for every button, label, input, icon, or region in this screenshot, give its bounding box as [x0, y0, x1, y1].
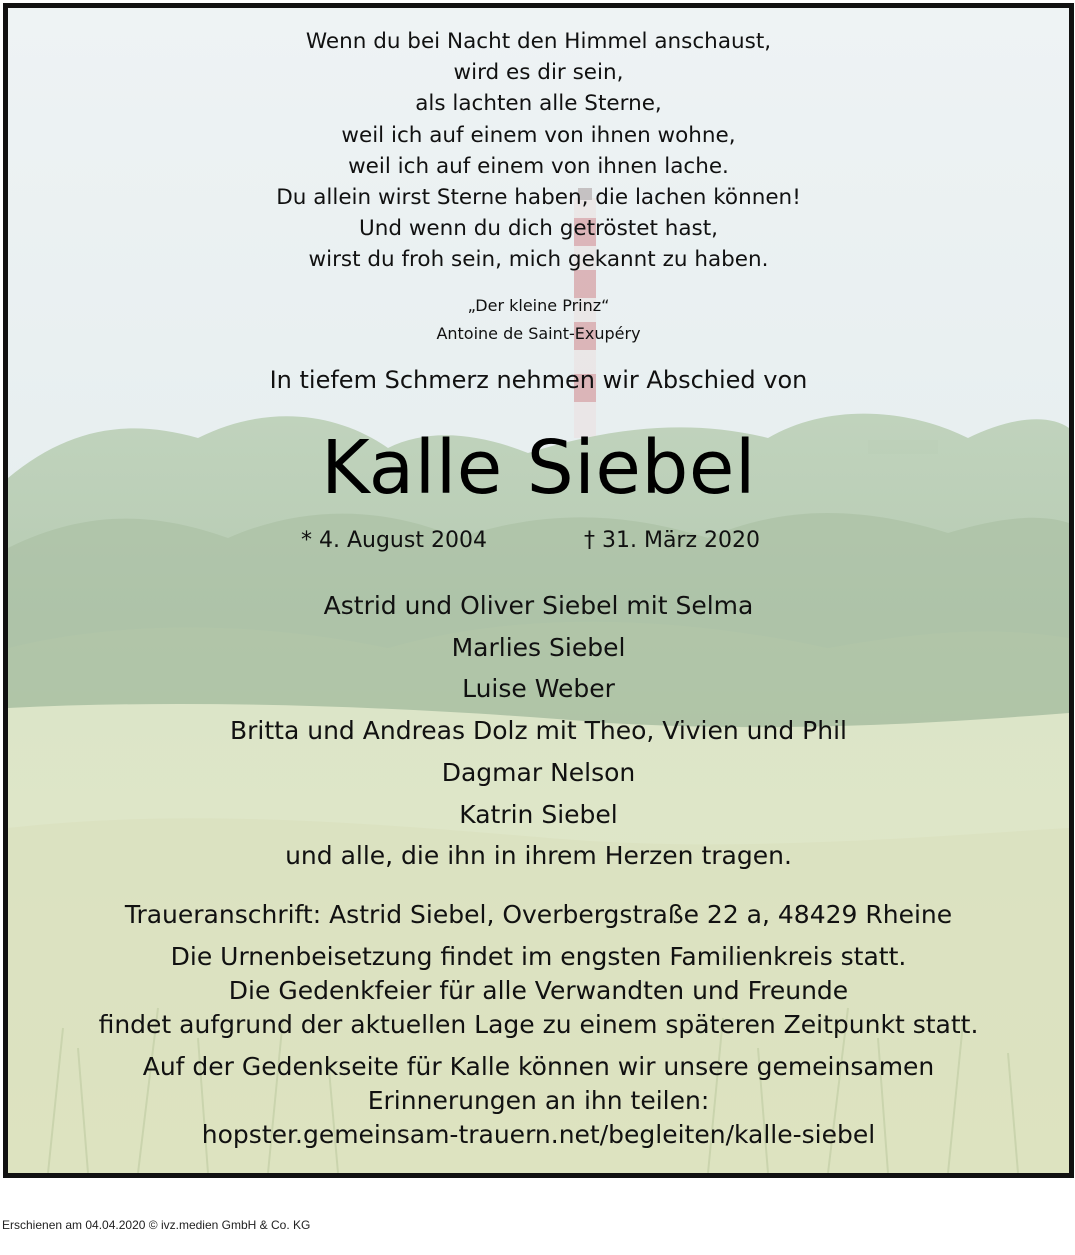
obituary-notice	[3, 3, 1074, 1178]
memorial-note-line-2: findet aufgrund der aktuellen Lage zu einem späteren Zeitpunkt statt.	[98, 1010, 979, 1039]
poem-source	[8, 292, 1069, 348]
mourner: Luise Weber	[462, 674, 615, 704]
mourner: Britta und Andreas Dolz mit Theo, Vivien und Phil	[230, 716, 847, 746]
memorial-note-line-1: Die Gedenkfeier für alle Verwandten und Freunde	[228, 976, 849, 1005]
mourner: und alle, die ihn in ihrem Herzen tragen.	[285, 841, 792, 871]
poem-author: Antoine de Saint-Exupéry	[436, 324, 641, 343]
death-date: † 31. März 2020	[584, 528, 761, 553]
poem-line: Und wenn du dich getröstet hast,	[359, 216, 718, 242]
mourner: Astrid und Oliver Siebel mit Selma	[323, 591, 754, 620]
poem-line: weil ich auf einem von ihnen lache.	[348, 153, 729, 179]
memorial-page-url[interactable]: hopster.gemeinsam-trauern.net/begleiten/kalle-siebel	[201, 1120, 876, 1149]
poem	[8, 26, 1069, 276]
birth-date: * 4. August 2004	[301, 528, 487, 553]
publication-footer: Erschienen am 04.04.2020 © ivz.medien GmbH & Co. KG	[2, 1218, 311, 1232]
poem-line: Du allein wirst Sterne haben, die lachen können!	[276, 185, 801, 211]
mourners-list	[8, 585, 1069, 877]
online-memorial-line-2: Erinnerungen an ihn teilen:	[367, 1086, 710, 1115]
notice-text	[8, 8, 1069, 1173]
poem-line: weil ich auf einem von ihnen wohne,	[341, 122, 736, 148]
online-memorial-line-1: Auf der Gedenkseite für Kalle können wir unsere gemeinsamen	[142, 1052, 935, 1081]
burial-note: Die Urnenbeisetzung findet im engsten Familienkreis statt.	[170, 942, 907, 971]
mourner: Katrin Siebel	[459, 799, 618, 829]
poem-line: wirst du froh sein, mich gekannt zu haben.	[308, 247, 769, 273]
deceased-name: Kalle Siebel	[321, 425, 756, 511]
poem-work-title: „Der kleine Prinz“	[467, 296, 610, 315]
mourning-address: Traueranschrift: Astrid Siebel, Overbergstraße 22 a, 48429 Rheine	[124, 900, 953, 929]
farewell-intro: In tiefem Schmerz nehmen wir Abschied von	[269, 366, 808, 394]
poem-line: wird es dir sein,	[453, 60, 624, 86]
poem-line: Wenn du bei Nacht den Himmel anschaust,	[305, 29, 772, 54]
closing-information	[8, 898, 1069, 1152]
poem-line: als lachten alle Sterne,	[415, 91, 662, 117]
mourner: Marlies Siebel	[451, 632, 626, 662]
mourner: Dagmar Nelson	[441, 757, 636, 787]
